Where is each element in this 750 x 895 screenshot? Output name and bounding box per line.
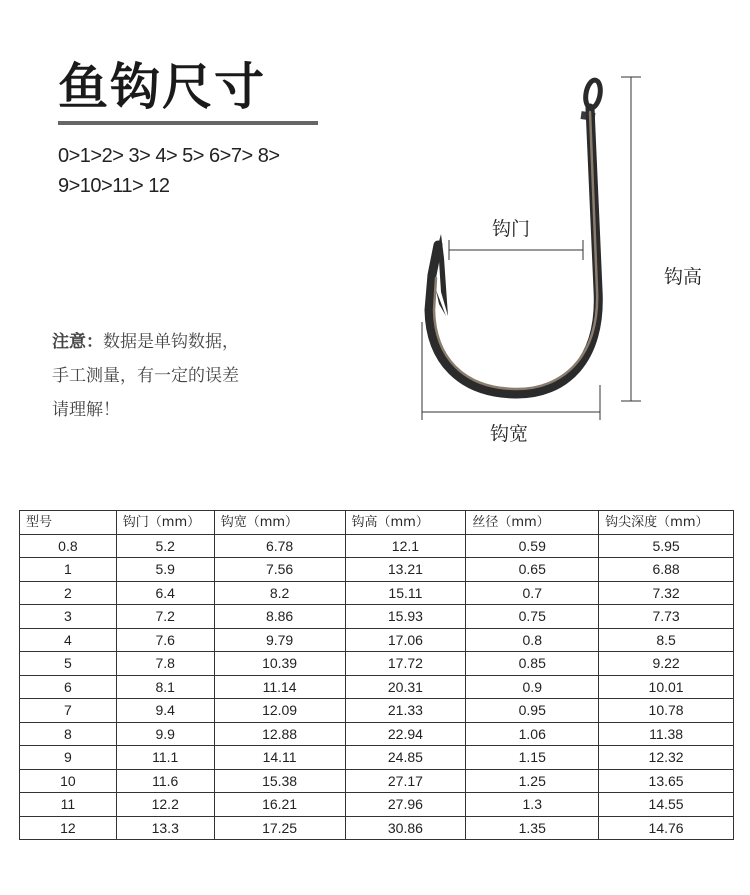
- table-cell: 9.22: [599, 652, 734, 676]
- table-cell: 12.88: [214, 722, 345, 746]
- table-cell: 14.76: [599, 816, 734, 840]
- gap-dimension-line: [449, 240, 583, 260]
- column-header: 钩门（mm）: [116, 511, 214, 535]
- table-cell: 11.38: [599, 722, 734, 746]
- table-row: [20, 558, 734, 582]
- table-cell: 0.85: [466, 652, 599, 676]
- size-order-line-2: 9>10>11> 12: [58, 175, 170, 197]
- table-cell: 14.55: [599, 793, 734, 817]
- table-cell: 1.3: [466, 793, 599, 817]
- table-row: [20, 581, 734, 605]
- table-cell: 0.59: [466, 534, 599, 558]
- gap-label: 钩门: [492, 218, 531, 240]
- note-line-3: 请理解！: [52, 400, 120, 420]
- table-cell: 11.6: [116, 769, 214, 793]
- table-cell: 3: [20, 605, 117, 629]
- note-label: 注意：: [52, 332, 103, 352]
- table-cell: 1.25: [466, 769, 599, 793]
- table-cell: 15.38: [214, 769, 345, 793]
- table-cell: 5.9: [116, 558, 214, 582]
- table-row: [20, 699, 734, 723]
- table-cell: 15.11: [345, 581, 466, 605]
- table-cell: 16.21: [214, 793, 345, 817]
- table-cell: 14.11: [214, 746, 345, 770]
- table-row: [20, 605, 734, 629]
- table-cell: 11: [20, 793, 117, 817]
- table-cell: 0.8: [20, 534, 117, 558]
- table-row: [20, 746, 734, 770]
- table-row: [20, 793, 734, 817]
- table-row: [20, 628, 734, 652]
- table-cell: 7.32: [599, 581, 734, 605]
- table-cell: 7.56: [214, 558, 345, 582]
- table-cell: 15.93: [345, 605, 466, 629]
- height-label: 钩高: [664, 266, 703, 288]
- table-cell: 10: [20, 769, 117, 793]
- table-cell: 5: [20, 652, 117, 676]
- table-cell: 24.85: [345, 746, 466, 770]
- table-cell: 1.06: [466, 722, 599, 746]
- size-order-line-1: 0>1>2> 3> 4> 5> 6>7> 8>: [58, 145, 280, 167]
- table-cell: 12.32: [599, 746, 734, 770]
- table-row: [20, 675, 734, 699]
- table-cell: 6.88: [599, 558, 734, 582]
- table-body: [20, 534, 734, 840]
- table-cell: 27.96: [345, 793, 466, 817]
- note-line-1-text: 数据是单钩数据，: [103, 332, 239, 352]
- table-cell: 7.73: [599, 605, 734, 629]
- column-header: 钩高（mm）: [345, 511, 466, 535]
- table-cell: 0.75: [466, 605, 599, 629]
- table-cell: 0.65: [466, 558, 599, 582]
- table-cell: 13.21: [345, 558, 466, 582]
- table-cell: 8.1: [116, 675, 214, 699]
- table-cell: 9: [20, 746, 117, 770]
- table-cell: 10.01: [599, 675, 734, 699]
- table-cell: 17.72: [345, 652, 466, 676]
- table-cell: 27.17: [345, 769, 466, 793]
- column-header: 钩尖深度（mm）: [599, 511, 734, 535]
- column-header: 型号: [20, 511, 117, 535]
- table-cell: 1: [20, 558, 117, 582]
- table-row: [20, 652, 734, 676]
- table-cell: 7.8: [116, 652, 214, 676]
- table-cell: 21.33: [345, 699, 466, 723]
- table-cell: 9.9: [116, 722, 214, 746]
- table-cell: 10.39: [214, 652, 345, 676]
- table-cell: 8.86: [214, 605, 345, 629]
- table-cell: 17.06: [345, 628, 466, 652]
- table-cell: 7.6: [116, 628, 214, 652]
- table-cell: 0.8: [466, 628, 599, 652]
- table-cell: 22.94: [345, 722, 466, 746]
- table-cell: 5.2: [116, 534, 214, 558]
- table-cell: 7: [20, 699, 117, 723]
- column-header: 钩宽（mm）: [214, 511, 345, 535]
- table-cell: 11.14: [214, 675, 345, 699]
- table-cell: 6.78: [214, 534, 345, 558]
- height-dimension-line: [621, 77, 641, 401]
- table-cell: 17.25: [214, 816, 345, 840]
- table-cell: 6.4: [116, 581, 214, 605]
- table-cell: 8.5: [599, 628, 734, 652]
- table-cell: 8: [20, 722, 117, 746]
- table-cell: 30.86: [345, 816, 466, 840]
- table-cell: 9.79: [214, 628, 345, 652]
- table-cell: 8.2: [214, 581, 345, 605]
- column-header: 丝径（mm）: [466, 511, 599, 535]
- table-cell: 20.31: [345, 675, 466, 699]
- table-cell: 12: [20, 816, 117, 840]
- table-cell: 11.1: [116, 746, 214, 770]
- table-cell: 1.15: [466, 746, 599, 770]
- table-cell: 0.7: [466, 581, 599, 605]
- hook-size-table: [19, 510, 734, 840]
- table-header-row: [20, 511, 734, 535]
- table-cell: 7.2: [116, 605, 214, 629]
- table-cell: 13.3: [116, 816, 214, 840]
- table-cell: 9.4: [116, 699, 214, 723]
- table-cell: 12.09: [214, 699, 345, 723]
- table-cell: 5.95: [599, 534, 734, 558]
- table-cell: 0.95: [466, 699, 599, 723]
- page-title: 鱼钩尺寸: [58, 58, 266, 116]
- table-cell: 12.2: [116, 793, 214, 817]
- table-row: [20, 534, 734, 558]
- note-line-2: 手工测量，有一定的误差: [52, 366, 239, 386]
- table-cell: 1.35: [466, 816, 599, 840]
- table-cell: 13.65: [599, 769, 734, 793]
- table-row: [20, 816, 734, 840]
- width-label: 钩宽: [490, 423, 529, 445]
- table-cell: 12.1: [345, 534, 466, 558]
- table-cell: 6: [20, 675, 117, 699]
- table-row: [20, 769, 734, 793]
- table-row: [20, 722, 734, 746]
- table-cell: 10.78: [599, 699, 734, 723]
- table-cell: 2: [20, 581, 117, 605]
- table-cell: 0.9: [466, 675, 599, 699]
- table-cell: 4: [20, 628, 117, 652]
